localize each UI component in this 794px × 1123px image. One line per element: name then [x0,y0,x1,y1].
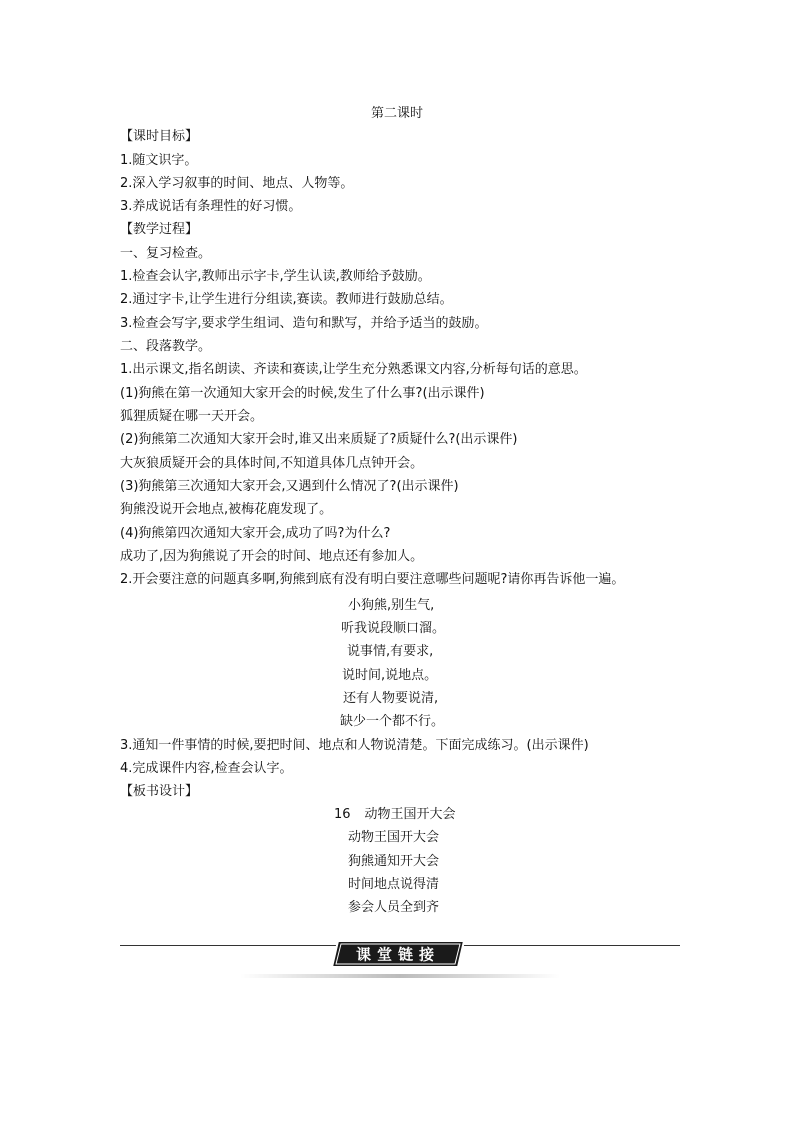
objective-item: 3.养成说话有条理性的好习惯。 [120,199,302,214]
answer-line: 狗熊没说开会地点,被梅花鹿发现了。 [120,502,333,517]
rhyme-line: 说事情,有要求, [347,644,434,659]
process-item: 1.检查会认字,教师出示字卡,学生认读,教师给予鼓励。 [120,269,431,284]
process-item: 3.检查会写字,要求学生组词、造句和默写，并给予适当的鼓励。 [120,316,488,331]
question-line: (2)狗熊第二次通知大家开会时,谁又出来质疑了?质疑什么?(出示课件) [120,432,518,447]
board-line: 狗熊通知开大会 [348,854,440,869]
process-item: 1.出示课文,指名朗读、齐读和赛读,让学生充分熟悉课文内容,分析每句话的意思。 [120,362,587,377]
process-item: 2.通过字卡,让学生进行分组读,赛读。教师进行鼓励总结。 [120,292,453,307]
process-item: 2.开会要注意的问题真多啊,狗熊到底有没有明白要注意哪些问题呢?请你再告诉他一遍。 [120,572,625,587]
section-heading: 一、复习检查。 [120,246,212,261]
process-item: 3.通知一件事情的时候,要把时间、地点和人物说清楚。下面完成练习。(出示课件) [120,738,589,753]
answer-line: 大灰狼质疑开会的具体时间,不知道具体几点钟开会。 [120,456,424,471]
board-heading: 【板书设计】 [120,784,199,799]
rhyme-line: 说时间,说地点。 [342,668,438,683]
rhyme-line: 听我说段顺口溜。 [341,621,446,636]
objectives-heading: 【课时目标】 [120,129,199,144]
section-heading: 二、段落教学。 [120,339,212,354]
board-line: 动物王国开大会 [348,830,440,845]
process-heading: 【教学过程】 [120,222,199,237]
answer-line: 成功了,因为狗熊说了开会的时间、地点还有参加人。 [120,549,424,564]
question-line: (1)狗熊在第一次通知大家开会的时候,发生了什么事?(出示课件) [120,386,485,401]
objective-item: 2.深入学习叙事的时间、地点、人物等。 [120,176,354,191]
rhyme-line: 缺少一个都不行。 [340,714,445,729]
process-item: 4.完成课件内容,检查会认字。 [120,761,293,776]
rhyme-line: 还有人物要说清, [343,691,439,706]
board-line: 时间地点说得清 [348,877,440,892]
question-line: (4)狗熊第四次通知大家开会,成功了吗?为什么? [120,526,391,541]
answer-line: 狐狸质疑在哪一天开会。 [120,409,264,424]
objective-item: 1.随文识字。 [120,153,198,168]
page-title: 第二课时 [370,106,423,121]
board-title [334,806,456,824]
classroom-link-banner [328,940,468,968]
banner-label: 课堂链接 [355,945,441,964]
question-line: (3)狗熊第三次通知大家开会,又遇到什么情况了?(出示课件) [120,479,459,494]
board-title-text: 动物王国开大会 [364,807,456,822]
rhyme-line: 小狗熊,别生气, [348,598,435,613]
banner-shadow-stripe [240,972,560,980]
board-line: 参会人员全到齐 [348,900,440,915]
board-title-number: 16 [334,807,351,822]
